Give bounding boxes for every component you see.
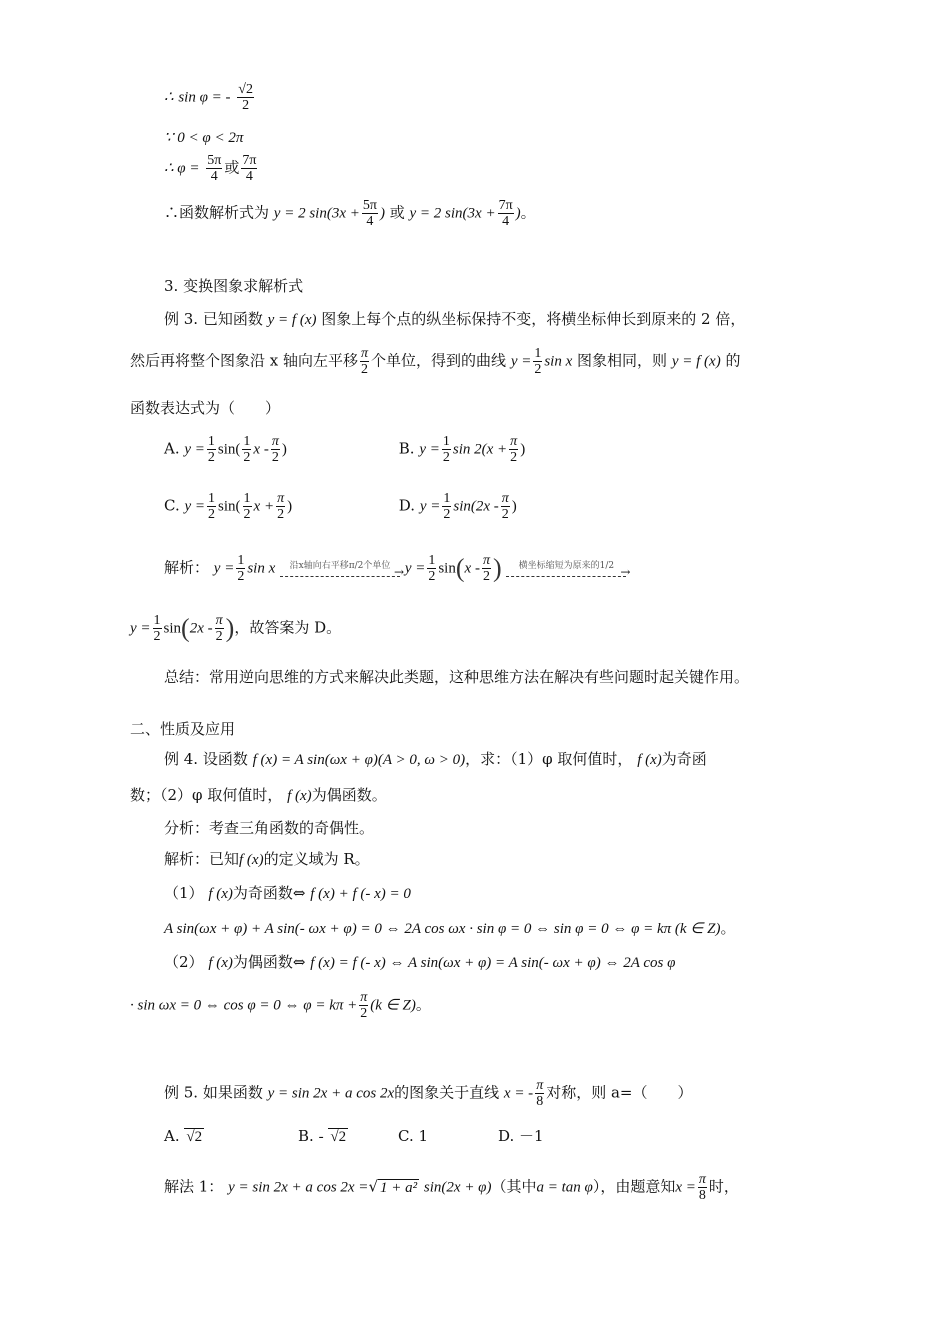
- solution-5-line-1: 解法 1： y = sin 2x + a cos 2x =√ 1 + a² sin(2x + φ)（其中a = tan φ），由题意知x = $\frac{\pi}{8}$ 时，: [164, 1172, 739, 1203]
- section-heading-3: 3. 变换图象求解析式: [164, 277, 304, 295]
- line-phi-values: ∴ φ = $\frac{5\pi}{4}$ 或 $\frac{7\pi}{4}$: [164, 153, 257, 184]
- transform-arrow-compress: 横坐标缩短为原来的1/2 →: [506, 555, 626, 583]
- option-d: D. －1: [498, 1127, 544, 1145]
- example-4-line-2: 数；（2）φ 取何值时， f (x)为偶函数。: [130, 786, 387, 804]
- summary: 总结：常用逆向思维的方式来解决此类题，这种思维方法在解决有些问题时起关键作用。: [164, 668, 750, 686]
- line-function-result: ∴函数解析式为 y = 2 sin(3x + $\frac{5\pi}{4}$ ) 或 y = 2 sin(3x + $\frac{7\pi}{4}$ )。: [164, 198, 536, 229]
- solution-3-line-2: y = $\frac{1}{2}$ sin(2x - $\frac{\pi}{2}$ )，故答案为 D。: [130, 613, 342, 644]
- part-2-derivation: · sin ωx = 0 ⇔ cos φ = 0 ⇔ φ = kπ + $\frac{\pi}{2}$ (k ∈ Z)。: [130, 990, 431, 1021]
- line-phi-range: ∵ 0 < φ < 2π: [164, 130, 244, 146]
- option-a: A. y = $\frac{1}{2}$ sin( $\frac{1}{2}$ x - $\frac{\pi}{2}$ ): [164, 434, 287, 465]
- option-c: C. 1: [398, 1127, 429, 1145]
- example-3-line-3: 函数表达式为（ ）: [130, 399, 281, 417]
- example-5-options: [164, 1125, 864, 1148]
- option-a: A. √2: [164, 1127, 203, 1145]
- example-3-line-2: 然后再将整个图象沿 x 轴向左平移 $\frac{\pi}{2}$ 个单位，得到的曲线 y = $\frac{1}{2}$ sin x 图象相同，则 y = f (x) 的: [130, 346, 741, 377]
- arrow-head-icon: →: [620, 564, 631, 579]
- solution-3-line-1: 解析： y = $\frac{1}{2}$ sin x 沿x轴向右平移π/2个单位 → y = $\frac{1}{2}$ sin(x - $\frac{\pi}{2}$ ) 横坐标缩短为原来的1/2 →: [164, 553, 631, 584]
- therefore-symbol: ∴: [164, 89, 174, 106]
- example-4-line-1: 例 4. 设函数 f (x) = A sin(ωx + φ)(A > 0, ω > 0)，求：（1）φ 取何值时， f (x)为奇函: [164, 750, 707, 768]
- section-heading-2: 二、性质及应用: [130, 720, 236, 738]
- example-3-line-1: 例 3. 已知函数 y = f (x) 图象上每个点的纵坐标保持不变，将横坐标伸长到原来的 2 倍，: [164, 310, 746, 328]
- sqrt-symbol: √: [368, 1177, 378, 1196]
- options-row-ab: [164, 434, 864, 465]
- line-sin-phi: ∴ sin φ = - $\frac{√2}{2}$: [164, 82, 253, 113]
- option-b: B. - √2: [298, 1127, 347, 1145]
- fraction: $\frac{√2}{2}$: [238, 82, 253, 113]
- example-5-line-1: 例 5. 如果函数 y = sin 2x + a cos 2x的图象关于直线 x = - $\frac{\pi}{8}$ 对称，则 a=（ ）: [164, 1078, 693, 1109]
- solution-4-intro: 解析：已知f (x)的定义域为 R。: [164, 850, 370, 868]
- part-1-derivation: A sin(ωx + φ) + A sin(- ωx + φ) = 0 ⇔ 2A cos ωx · sin φ = 0 ⇔ sin φ = 0 ⇔ φ = kπ (k ∈ Z)。: [164, 919, 736, 937]
- part-2-even: （2） f (x)为偶函数⇔ f (x) = f (- x) ⇔ A sin(ωx + φ) = A sin(- ωx + φ) ⇔ 2A cos φ: [164, 953, 676, 971]
- transform-arrow-shift: 沿x轴向右平移π/2个单位 →: [280, 555, 400, 583]
- part-1-odd: （1） f (x)为奇函数⇔ f (x) + f (- x) = 0: [164, 884, 411, 902]
- option-c: C. y = $\frac{1}{2}$ sin( $\frac{1}{2}$ x + $\frac{\pi}{2}$ ): [164, 491, 293, 522]
- arrow-head-icon: →: [393, 564, 405, 579]
- options-row-cd: [164, 491, 864, 522]
- option-b: B. y = $\frac{1}{2}$ sin 2(x + $\frac{\pi}{2}$ ): [398, 434, 526, 465]
- analysis: 分析：考查三角函数的奇偶性。: [164, 819, 375, 837]
- option-d: D. y = $\frac{1}{2}$ sin(2x - $\frac{\pi}{2}$ ): [398, 491, 517, 522]
